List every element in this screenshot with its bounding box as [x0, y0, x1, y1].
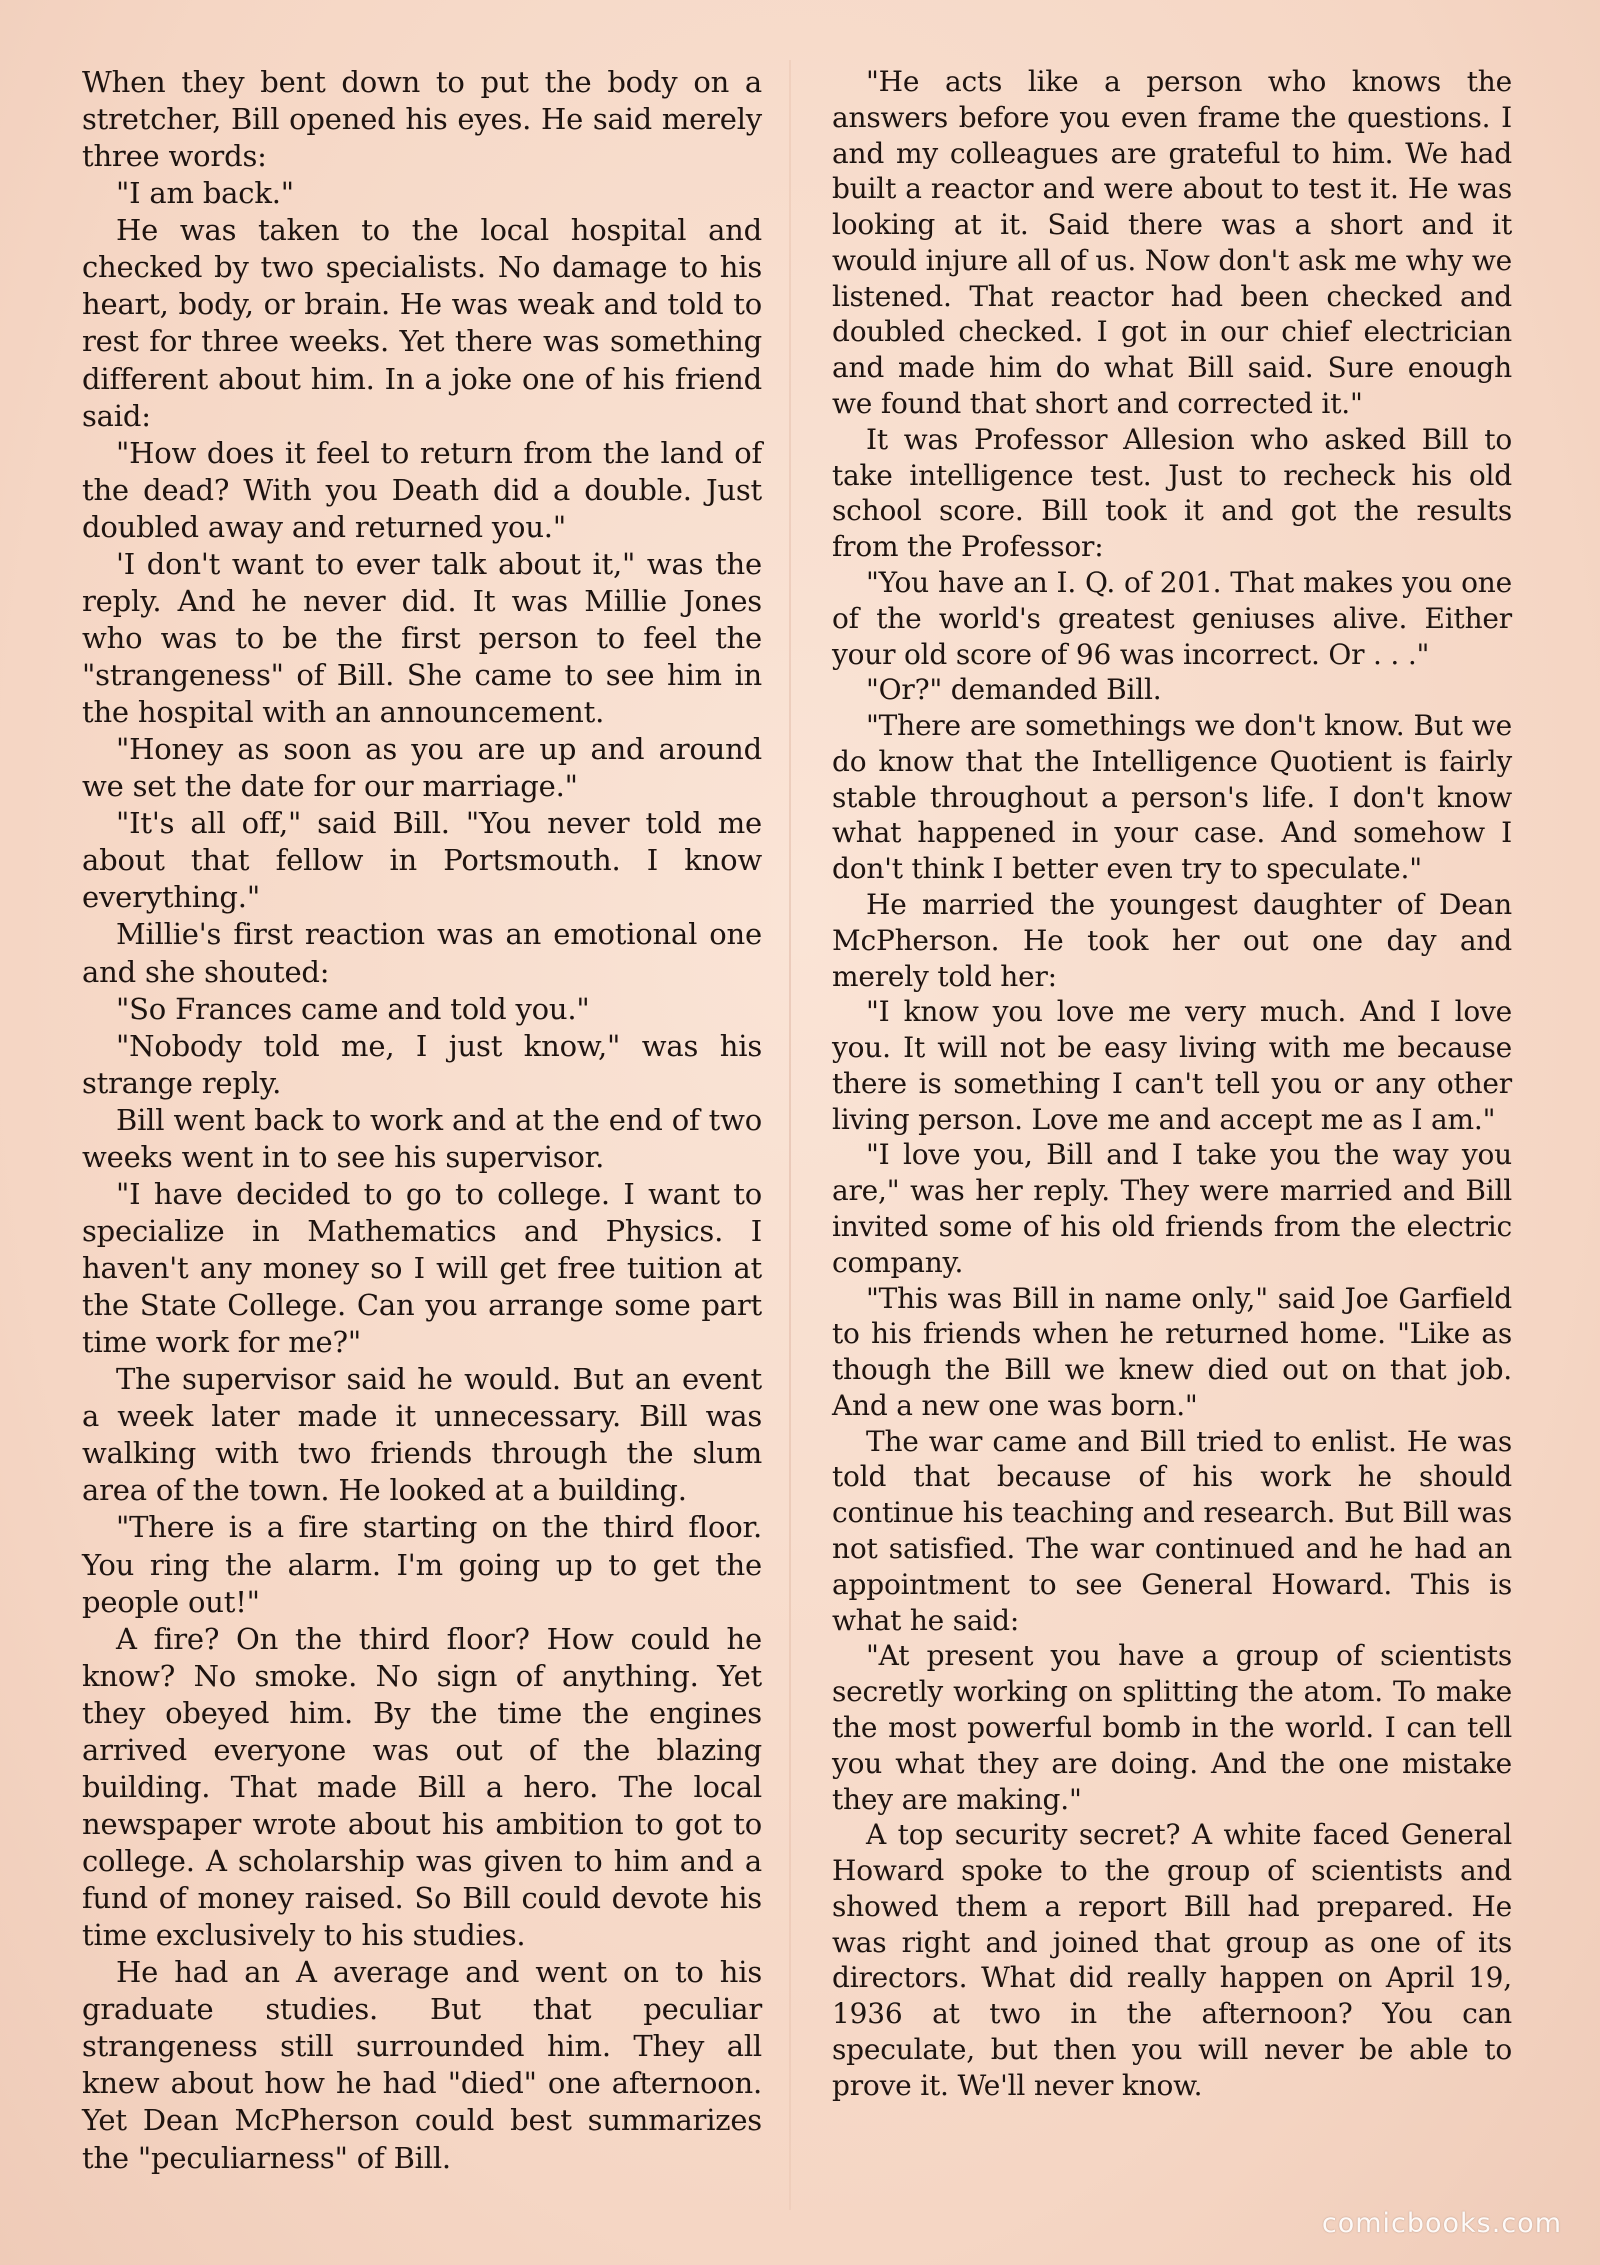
right-text-column — [832, 64, 1512, 2104]
paragraph: He had an A average and went on to his graduate studies. But that peculiar strangeness still surrounded him. They all knew about how he had "died" one afternoon. Yet Dean McPherson could best summarizes the "peculiarness" of Bill. — [82, 1955, 762, 2175]
paragraph: The war came and Bill tried to enlist. He was told that because of his work he should continue his teaching and research. But Bill was not satisfied. The war continued and he had an appointment to see General Howard. This is what he said: — [832, 1424, 1512, 1637]
paragraph: "You have an I. Q. of 201. That makes you one of the world's greatest geniuses alive. Either your old score of 96 was incorrect. Or . . ." — [832, 565, 1512, 671]
paragraph: "There is a fire starting on the third floor. You ring the alarm. I'm going up to get the people out!" — [82, 1510, 762, 1619]
paragraph: "I know you love me very much. And I love you. It will not be easy living with me because there is something I can't tell you or any other living person. Love me and accept me as I am." — [832, 995, 1512, 1136]
left-text-column — [82, 64, 762, 2177]
paragraph: 'I don't want to ever talk about it," was the reply. And he never did. It was Millie Jones who was to be the first person to feel the "strangeness" of Bill. She came to see him in the hospital with an announcement. — [82, 546, 762, 730]
paragraph: "It's all off," said Bill. "You never told me about that fellow in Portsmouth. I know everything." — [82, 806, 762, 915]
paragraph: "So Frances came and told you." — [116, 991, 590, 1026]
paragraph: "Nobody told me, I just know," was his strange reply. — [82, 1028, 762, 1100]
paragraph: Millie's first reaction was an emotional one and she shouted: — [82, 917, 762, 989]
paragraph: "He acts like a person who knows the answers before you even frame the questions. I and my colleagues are grateful to him. We had built a reactor and were about to test it. He was looking at it. Said there was a short and it would injure all of us. Now don't ask me why we listened. That reactor had been checked and doubled checked. I got in our chief electrician and made him do what Bill said. Sure enough we found that short and corrected it." — [832, 65, 1512, 421]
paragraph: "There are somethings we don't know. But we do know that the Intelligence Quotient is fairly stable throughout a person's life. I don't know what happened in your case. And somehow I don't think I better even try to speculate." — [832, 709, 1512, 886]
paragraph: A fire? On the third floor? How could he know? No smoke. No sign of anything. Yet they obeyed him. By the time the engines arrived everyone was out of the blazing building. That made Bill a hero. The local newspaper wrote about his ambition to got to college. A scholarship was given to him and a fund of money raised. So Bill could devote his time exclusively to his studies. — [82, 1621, 762, 1953]
paragraph: "I love you, Bill and I take you the way you are," was her reply. They were married and Bill invited some of his old friends from the electric company. — [832, 1138, 1512, 1279]
paragraph: "Or?" demanded Bill. — [866, 673, 1162, 707]
paragraph: "At present you have a group of scientists secretly working on splitting the atom. To make the most powerful bomb in the world. I can tell you what they are doing. And the one mistake they are making." — [832, 1639, 1512, 1816]
paragraph: When they bent down to put the body on a stretcher, Bill opened his eyes. He said merely three words: — [82, 65, 762, 174]
paragraph: "I have decided to go to college. I want to specialize in Mathematics and Physics. I haven't any money so I will get free tuition at the State College. Can you arrange some part time work for me?" — [82, 1176, 762, 1360]
paragraph: A top security secret? A white faced General Howard spoke to the group of scientists and showed them a report Bill had prepared. He was right and joined that group as one of its directors. What did really happen on April 19, 1936 at two in the afternoon? You can speculate, but then you will never be able to prove it. We'll never know. — [832, 1818, 1512, 2102]
paragraph: It was Professor Allesion who asked Bill to take intelligence test. Just to recheck his old school score. Bill took it and got the results from the Professor: — [832, 422, 1512, 564]
column-gutter — [789, 60, 791, 2210]
paragraph: He was taken to the local hospital and checked by two specialists. No damage to his heart, body, or brain. He was weak and told to rest for three weeks. Yet there was something different about him. In a joke one of his friend said: — [82, 213, 762, 433]
paragraph: He married the youngest daughter of Dean McPherson. He took her out one day and merely told her: — [832, 887, 1512, 993]
watermark: comicbooks.com — [1321, 2208, 1562, 2239]
paragraph: "Honey as soon as you are up and around we set the date for our marriage." — [82, 732, 762, 804]
paragraph: "I am back." — [116, 176, 294, 211]
paragraph: Bill went back to work and at the end of two weeks went in to see his supervisor. — [82, 1102, 762, 1174]
paragraph: "This was Bill in name only," said Joe Garfield to his friends when he returned home. "Like as though the Bill we knew died out on that job. And a new one was born." — [832, 1281, 1512, 1422]
paragraph: "How does it feel to return from the land of the dead? With you Death did a double. Just doubled away and returned you." — [82, 435, 762, 544]
paragraph: The supervisor said he would. But an event a week later made it unnecessary. Bill was walking with two friends through the slum area of the town. He looked at a building. — [82, 1362, 762, 1508]
